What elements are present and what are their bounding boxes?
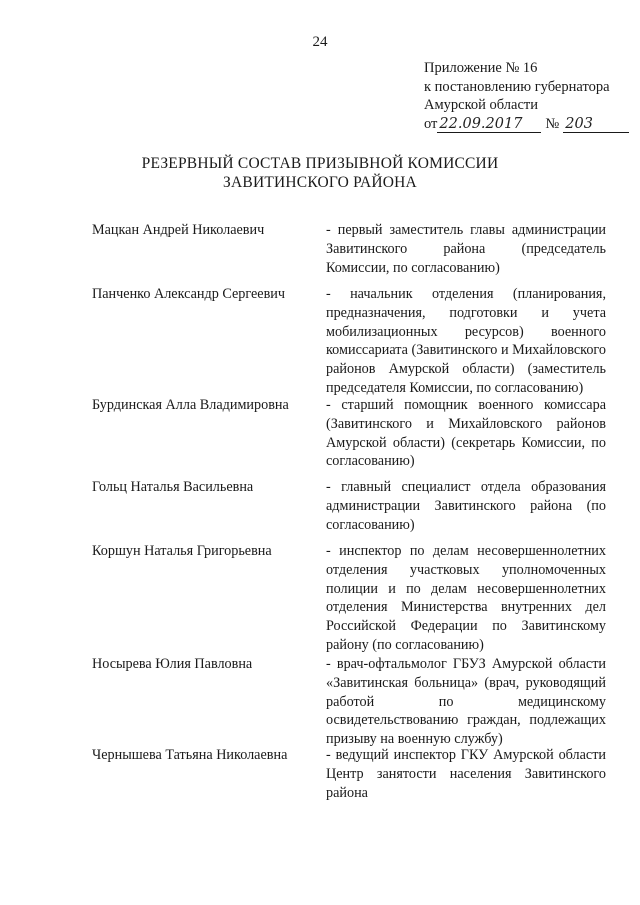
member-role: - начальник отделения (планирования, предназначения, подготовки и учета мобилизационных ресурсов) военного комиссариата (Завитинского и Михайловского районов Амурской области) (заместитель председателя Комиссии, по согласованию)	[326, 286, 606, 396]
date-value: 22.09.2017	[437, 116, 541, 133]
member-name: Носырева Юлия Павловна	[92, 656, 253, 672]
member-role: - старший помощник военного комиссара (Завитинского и Михайловского районов Амурской области) (секретарь Комиссии, по согласованию)	[326, 397, 606, 470]
document-title	[0, 154, 640, 192]
member-name: Мацкан Андрей Николаевич	[92, 222, 265, 238]
member-name: Бурдинская Алла Владимировна	[92, 397, 289, 413]
member-role: - врач-офтальмолог ГБУЗ Амурской области «Завитинская больница» (врач, руководящий работой по медицинскому освидетельствованию граждан, подлежащих призыву на военную службу)	[326, 656, 606, 748]
page-number: 24	[312, 34, 328, 50]
member-role: - ведущий инспектор ГКУ Амурской области Центр занятости населения Завитинского района	[326, 747, 606, 801]
member-name: Гольц Наталья Васильевна	[92, 479, 254, 495]
appendix-title: Приложение № 16	[424, 60, 538, 76]
appendix-decree: к постановлению губернатора	[424, 78, 610, 95]
appendix-date-number	[424, 115, 629, 134]
member-role: - инспектор по делам несовершеннолетних отделения участковых уполномоченных полиции и по делам несовершеннолетних отделения Министерства внутренних дел Российской Федерации по Завитинскому району (по согласованию)	[326, 543, 606, 653]
title-line-2: ЗАВИТИНСКОГО РАЙОНА	[223, 174, 417, 191]
title-line-1: РЕЗЕРВНЫЙ СОСТАВ ПРИЗЫВНОЙ КОМИССИИ	[141, 155, 499, 172]
number-value: 203	[563, 116, 629, 133]
appendix-block	[424, 59, 629, 133]
member-name: Панченко Александр Сергеевич	[92, 286, 286, 302]
member-name: Коршун Наталья Григорьевна	[92, 543, 272, 559]
number-prefix: №	[545, 115, 560, 132]
member-role: - первый заместитель главы администрации Завитинского района (председатель Комиссии, по согласованию)	[326, 222, 606, 276]
appendix-region: Амурской области	[424, 97, 538, 113]
member-name: Чернышева Татьяна Николаевна	[92, 747, 288, 763]
date-prefix: от	[424, 115, 438, 132]
member-role: - главный специалист отдела образования администрации Завитинского района (по согласованию)	[326, 479, 606, 533]
